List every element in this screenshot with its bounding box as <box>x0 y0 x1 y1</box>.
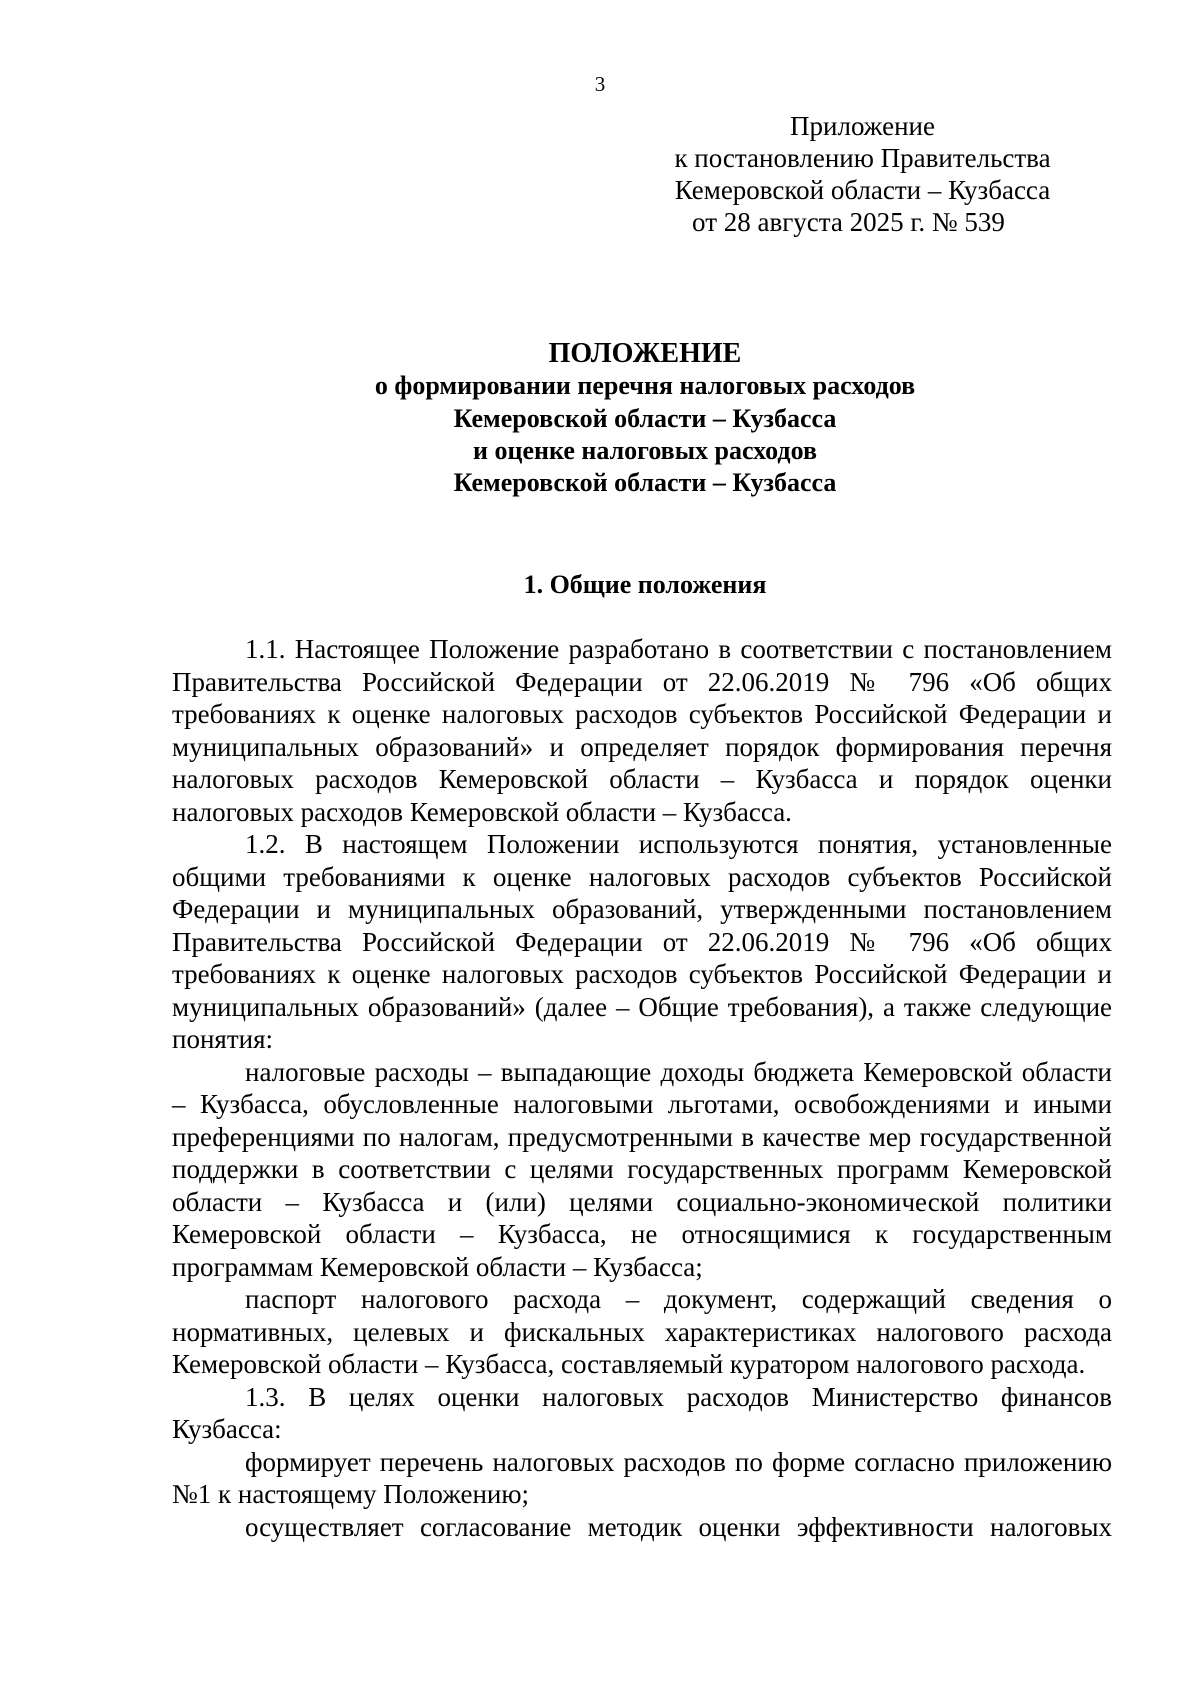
document-body <box>172 633 1112 1543</box>
document-title <box>170 338 1120 499</box>
attachment-line: к постановлению Правительства <box>674 143 1051 173</box>
section-heading: 1. Общие положения <box>523 570 767 599</box>
title-line: Кемеровской области – Кузбасса <box>453 468 837 498</box>
title-main: ПОЛОЖЕНИЕ <box>548 338 742 369</box>
page-number: 3 <box>594 72 606 96</box>
paragraph-1-1: 1.1. Настоящее Положение разработано в соответствии с постановлением Правительства Российской Федерации от 22.06.2019 № 796 «Об общих требованиях к оценке налоговых расходов субъектов Российской Федерации и муниципальных образований» и определяет порядок формирования перечня налоговых расходов Кемеровской области – Кузбасса и порядок оценки налоговых расходов Кемеровской области – Кузбасса. <box>172 634 1112 827</box>
attachment-line: Кемеровской области – Кузбасса <box>674 175 1051 205</box>
title-line: о формировании перечня налоговых расходов <box>374 371 916 401</box>
title-line: Кемеровской области – Кузбасса <box>453 403 837 433</box>
list-item-forms-list: формирует перечень налоговых расходов по форме согласно приложению №1 к настоящему Положению; <box>172 1446 1112 1509</box>
attachment-header <box>620 110 1105 238</box>
definition-tax-expense-passport: паспорт налогового расхода – документ, содержащий сведения о нормативных, целевых и фискальных характеристиках налогового расхода Кемеровской области – Кузбасса, составляемый куратором налогового расхода. <box>172 1284 1112 1379</box>
definition-tax-expenses: налоговые расходы – выпадающие доходы бюджета Кемеровской области – Кузбасса, обусловленные налоговыми льготами, освобождениями и иными преференциями по налогам, предусмотренными в качестве мер государственной поддержки в соответствии с целями государственных программ Кемеровской области – Кузбасса и (или) целями социально-экономической политики Кемеровской области – Кузбасса, не относящимися к государственным программам Кемеровской области – Кузбасса; <box>172 1056 1112 1282</box>
paragraph-1-2: 1.2. В настоящем Положении используются понятия, установленные общими требованиями к оценке налоговых расходов субъектов Российской Федерации и муниципальных образований, утвержденными постановлением Правительства Российской Федерации от 22.06.2019 № 796 «Об общих требованиях к оценке налоговых расходов субъектов Российской Федерации и муниципальных образований» (далее – Общие требования), а также следующие понятия: <box>172 829 1112 1054</box>
paragraph-1-3: 1.3. В целях оценки налоговых расходов Министерство финансов Кузбасса: <box>172 1381 1112 1444</box>
title-line: и оценке налоговых расходов <box>473 435 817 465</box>
attachment-date-line: от 28 августа 2025 г. № 539 <box>692 207 1005 237</box>
list-item-approves-methods: осуществляет согласование методик оценки эффективности налоговых <box>245 1511 1112 1542</box>
attachment-line: Приложение <box>790 111 935 141</box>
